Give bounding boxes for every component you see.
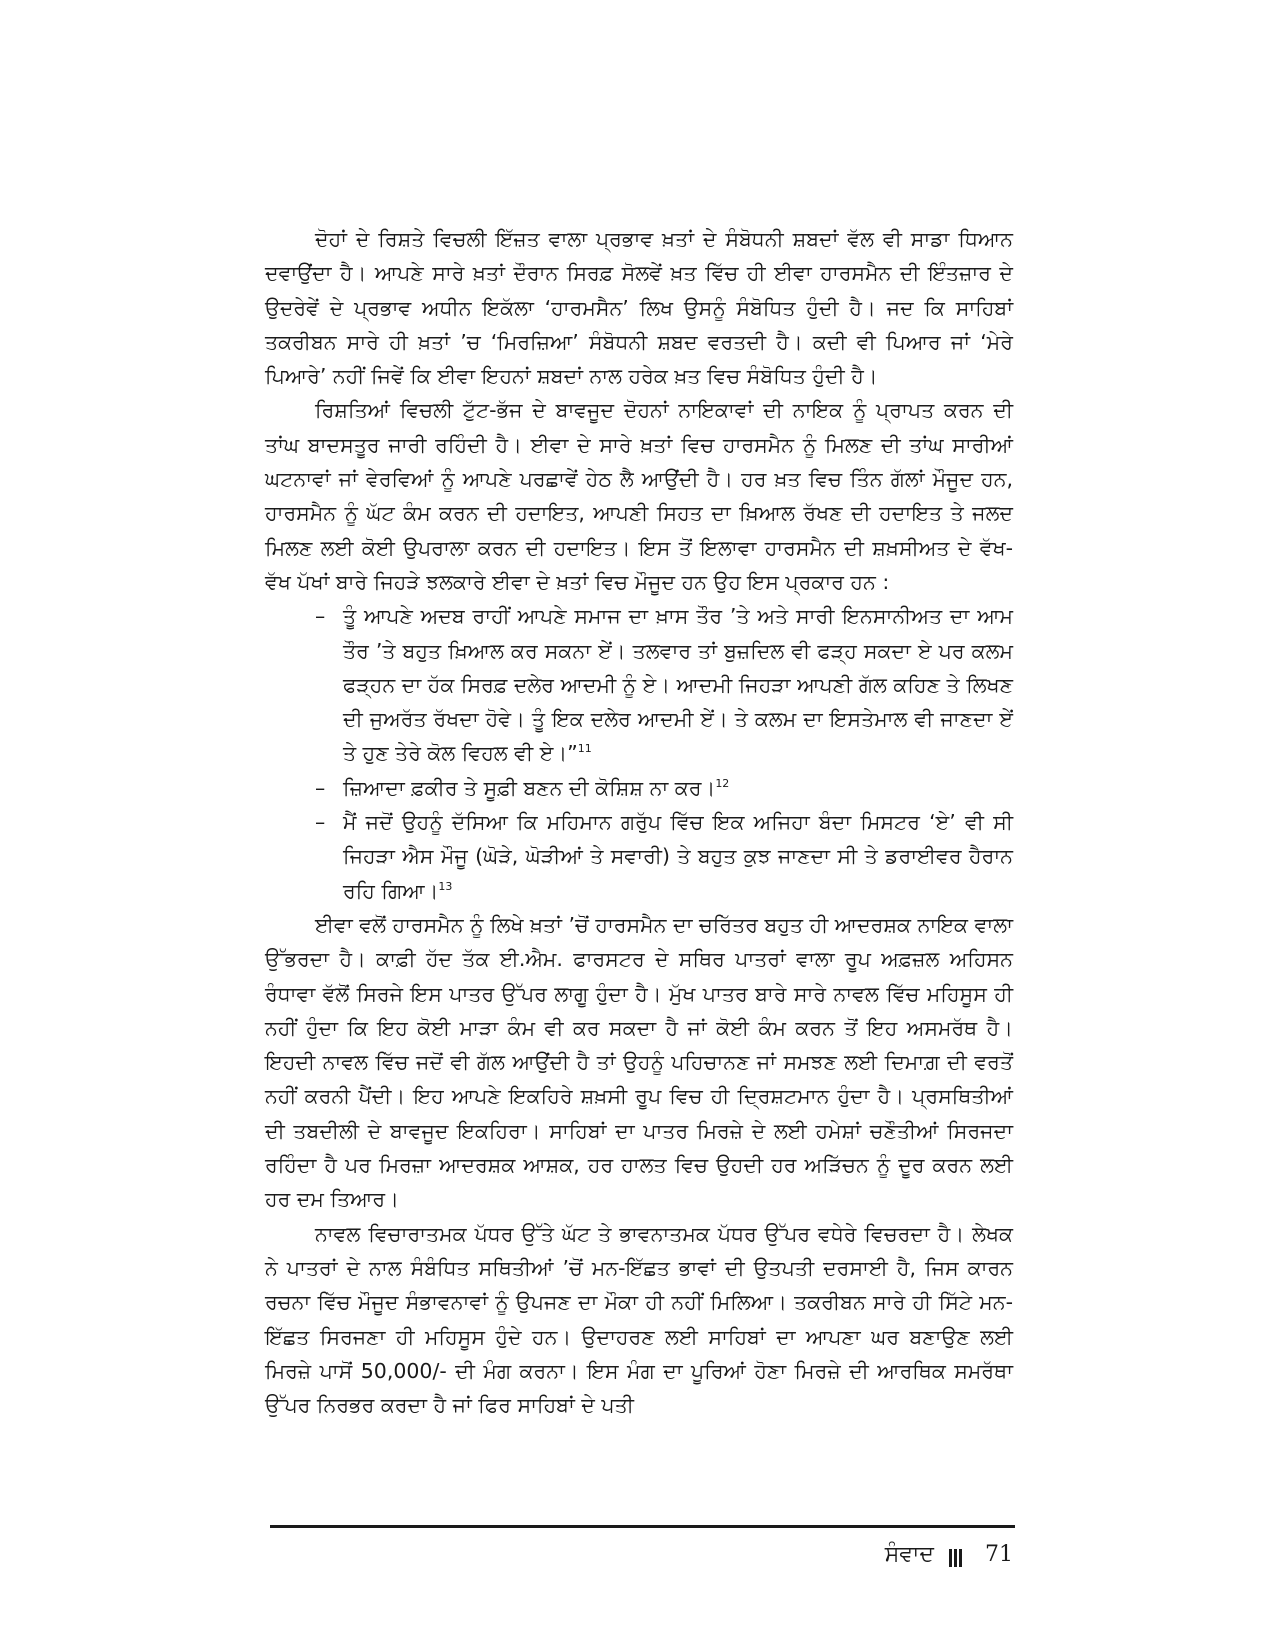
- page-number: 71: [985, 1542, 1013, 1567]
- list-item: [315, 771, 1013, 805]
- paragraph: ਈਵਾ ਵਲੋਂ ਹਾਰਸਮੈਨ ਨੂੰ ਲਿਖੇ ਖ਼ਤਾਂ ’ਚੋਂ ਹਾਰਸਮੈਨ ਦਾ ਚਰਿੱਤਰ ਬਹੁਤ ਹੀ ਆਦਰਸ਼ਕ ਨਾਇਕ ਵਾਲਾ ਉੱਭਰਦਾ ਹੈ। ਕਾਫ਼ੀ ਹੱਦ ਤੱਕ ਈ.ਐਮ. ਫਾਰਸਟਰ ਦੇ ਸਥਿਰ ਪਾਤਰਾਂ ਵਾਲਾ ਰੂਪ ਅਫ਼ਜ਼ਲ ਅਹਿਸਨ ਰੰਧਾਵਾ ਵੱਲੋਂ ਸਿਰਜੇ ਇਸ ਪਾਤਰ ਉੱਪਰ ਲਾਗੂ ਹੁੰਦਾ ਹੈ। ਮੁੱਖ ਪਾਤਰ ਬਾਰੇ ਸਾਰੇ ਨਾਵਲ ਵਿੱਚ ਮਹਿਸੂਸ ਹੀ ਨਹੀਂ ਹੁੰਦਾ ਕਿ ਇਹ ਕੋਈ ਮਾੜਾ ਕੰਮ ਵੀ ਕਰ ਸਕਦਾ ਹੈ ਜਾਂ ਕੋਈ ਕੰਮ ਕਰਨ ਤੋਂ ਇਹ ਅਸਮਰੱਥ ਹੈ। ਇਹਦੀ ਨਾਵਲ ਵਿੱਚ ਜਦੋਂ ਵੀ ਗੱਲ ਆਉਂਦੀ ਹੈ ਤਾਂ ਉਹਨੂੰ ਪਹਿਚਾਨਣ ਜਾਂ ਸਮਝਣ ਲਈ ਦਿਮਾਗ਼ ਦੀ ਵਰਤੋਂ ਨਹੀਂ ਕਰਨੀ ਪੈਂਦੀ। ਇਹ ਆਪਣੇ ਇਕਹਿਰੇ ਸ਼ਖ਼ਸੀ ਰੂਪ ਵਿਚ ਹੀ ਦ੍ਰਿਸ਼ਟਮਾਨ ਹੁੰਦਾ ਹੈ। ਪ੍ਰਸਥਿਤੀਆਂ ਦੀ ਤਬਦੀਲੀ ਦੇ ਬਾਵਜੂਦ ਇਕਹਿਰਾ। ਸਾਹਿਬਾਂ ਦਾ ਪਾਤਰ ਮਿਰਜ਼ੇ ਦੇ ਲਈ ਹਮੇਸ਼ਾਂ ਚਣੌਤੀਆਂ ਸਿਰਜਦਾ ਰਹਿੰਦਾ ਹੈ ਪਰ ਮਿਰਜ਼ਾ ਆਦਰਸ਼ਕ ਆਸ਼ਕ, ਹਰ ਹਾਲਤ ਵਿਚ ਉਹਦੀ ਹਰ ਅੜਿੱਚਨ ਨੂੰ ਦੂਰ ਕਰਨ ਲਈ ਹਰ ਦਮ ਤਿਆਰ।: [265, 912, 1013, 1212]
- dash-bullet: –: [315, 810, 326, 835]
- page-footer: [885, 1540, 1013, 1570]
- quote-text: ਮੈਂ ਜਦੋਂ ਉਹਨੂੰ ਦੱਸਿਆ ਕਿ ਮਹਿਮਾਨ ਗਰੁੱਪ ਵਿੱਚ ਇਕ ਅਜਿਹਾ ਬੰਦਾ ਮਿਸਟਰ ‘ਏ’ ਵੀ ਸੀ ਜਿਹੜਾ ਐਸ ਮੌਜੂ (ਘੋੜੇ, ਘੋੜੀਆਂ ਤੇ ਸਵਾਰੀ) ਤੇ ਬਹੁਤ ਕੁਝ ਜਾਣਦਾ ਸੀ ਤੇ ਡਰਾਈਵਰ ਹੈਰਾਨ ਰਹਿ ਗਿਆ।: [343, 810, 1013, 903]
- footnote-ref: 13: [438, 879, 453, 893]
- list-item: [315, 805, 1013, 908]
- quote-list: [265, 599, 1013, 908]
- footer-divider: [270, 1525, 1015, 1528]
- quote-text: ਤੂੰ ਆਪਣੇ ਅਦਬ ਰਾਹੀਂ ਆਪਣੇ ਸਮਾਜ ਦਾ ਖ਼ਾਸ ਤੌਰ ’ਤੇ ਅਤੇ ਸਾਰੀ ਇਨਸਾਨੀਅਤ ਦਾ ਆਮ ਤੌਰ ’ਤੇ ਬਹੁਤ ਖ਼ਿਆਲ ਕਰ ਸਕਨਾ ਏਂ। ਤਲਵਾਰ ਤਾਂ ਬੁਜ਼ਦਿਲ ਵੀ ਫੜ੍ਹ ਸਕਦਾ ਏ ਪਰ ਕਲਮ ਫੜ੍ਹਨ ਦਾ ਹੱਕ ਸਿਰਫ਼ ਦਲੇਰ ਆਦਮੀ ਨੂੰ ਏ। ਆਦਮੀ ਜਿਹੜਾ ਆਪਣੀ ਗੱਲ ਕਹਿਣ ਤੇ ਲਿਖਣ ਦੀ ਜੁਅਰੱਤ ਰੱਖਦਾ ਹੋਵੇ। ਤੂੰ ਇਕ ਦਲੇਰ ਆਦਮੀ ਏਂ। ਤੇ ਕਲਮ ਦਾ ਇਸਤੇਮਾਲ ਵੀ ਜਾਣਦਾ ਏਂ ਤੇ ਹੁਣ ਤੇਰੇ ਕੋਲ ਵਿਹਲ ਵੀ ਏ।”: [343, 604, 1013, 766]
- bars-ornament-icon: [949, 1546, 964, 1564]
- footnote-ref: 12: [715, 776, 730, 790]
- journal-name: ਸੰਵਾਦ: [884, 1542, 934, 1567]
- list-item: [315, 599, 1013, 770]
- paragraph: ਰਿਸ਼ਤਿਆਂ ਵਿਚਲੀ ਟੁੱਟ-ਭੱਜ ਦੇ ਬਾਵਜੂਦ ਦੋਹਨਾਂ ਨਾਇਕਾਵਾਂ ਦੀ ਨਾਇਕ ਨੂੰ ਪ੍ਰਾਪਤ ਕਰਨ ਦੀ ਤਾਂਘ ਬਾਦਸਤੂਰ ਜਾਰੀ ਰਹਿੰਦੀ ਹੈ। ਈਵਾ ਦੇ ਸਾਰੇ ਖ਼ਤਾਂ ਵਿਚ ਹਾਰਸਮੈਨ ਨੂੰ ਮਿਲਣ ਦੀ ਤਾਂਘ ਸਾਰੀਆਂ ਘਟਨਾਵਾਂ ਜਾਂ ਵੇਰਵਿਆਂ ਨੂੰ ਆਪਣੇ ਪਰਛਾਵੇਂ ਹੇਠ ਲੈ ਆਉਂਦੀ ਹੈ। ਹਰ ਖ਼ਤ ਵਿਚ ਤਿੰਨ ਗੱਲਾਂ ਮੌਜੂਦ ਹਨ, ਹਾਰਸਮੈਨ ਨੂੰ ਘੱਟ ਕੰਮ ਕਰਨ ਦੀ ਹਦਾਇਤ, ਆਪਣੀ ਸਿਹਤ ਦਾ ਖ਼ਿਆਲ ਰੱਖਣ ਦੀ ਹਦਾਇਤ ਤੇ ਜਲਦ ਮਿਲਣ ਲਈ ਕੋਈ ਉਪਰਾਲਾ ਕਰਨ ਦੀ ਹਦਾਇਤ। ਇਸ ਤੋਂ ਇਲਾਵਾ ਹਾਰਸਮੈਨ ਦੀ ਸ਼ਖ਼ਸੀਅਤ ਦੇ ਵੱਖ-ਵੱਖ ਪੱਖਾਂ ਬਾਰੇ ਜਿਹੜੇ ਝਲਕਾਰੇ ਈਵਾ ਦੇ ਖ਼ਤਾਂ ਵਿਚ ਮੌਜੂਦ ਹਨ ਉਹ ਇਸ ਪ੍ਰਕਾਰ ਹਨ :: [265, 398, 1013, 594]
- paragraph: ਨਾਵਲ ਵਿਚਾਰਾਤਮਕ ਪੱਧਰ ਉੱਤੇ ਘੱਟ ਤੇ ਭਾਵਨਾਤਮਕ ਪੱਧਰ ਉੱਪਰ ਵਧੇਰੇ ਵਿਚਰਦਾ ਹੈ। ਲੇਖਕ ਨੇ ਪਾਤਰਾਂ ਦੇ ਨਾਲ ਸੰਬੰਧਿਤ ਸਥਿਤੀਆਂ ’ਚੋਂ ਮਨ-ਇੱਛਤ ਭਾਵਾਂ ਦੀ ਉਤਪਤੀ ਦਰਸਾਈ ਹੈ, ਜਿਸ ਕਾਰਨ ਰਚਨਾ ਵਿੱਚ ਮੌਜੂਦ ਸੰਭਾਵਨਾਵਾਂ ਨੂੰ ਉਪਜਣ ਦਾ ਮੌਕਾ ਹੀ ਨਹੀਂ ਮਿਲਿਆ। ਤਕਰੀਬਨ ਸਾਰੇ ਹੀ ਸਿੱਟੇ ਮਨ-ਇੱਛਤ ਸਿਰਜਣਾ ਹੀ ਮਹਿਸੂਸ ਹੁੰਦੇ ਹਨ। ਉਦਾਹਰਣ ਲਈ ਸਾਹਿਬਾਂ ਦਾ ਆਪਣਾ ਘਰ ਬਣਾਉਣ ਲਈ ਮਿਰਜ਼ੇ ਪਾਸੋਂ 50,000/- ਦੀ ਮੰਗ ਕਰਨਾ। ਇਸ ਮੰਗ ਦਾ ਪੂਰਿਆਂ ਹੋਣਾ ਮਿਰਜ਼ੇ ਦੀ ਆਰਥਿਕ ਸਮਰੱਥਾ ਉੱਪਰ ਨਿਰਭਰ ਕਰਦਾ ਹੈ ਜਾਂ ਫਿਰ ਸਾਹਿਬਾਂ ਦੇ ਪਤੀ: [265, 1221, 1013, 1418]
- paragraph: ਦੋਹਾਂ ਦੇ ਰਿਸ਼ਤੇ ਵਿਚਲੀ ਇੱਜ਼ਤ ਵਾਲਾ ਪ੍ਰਭਾਵ ਖ਼ਤਾਂ ਦੇ ਸੰਬੋਧਨੀ ਸ਼ਬਦਾਂ ਵੱਲ ਵੀ ਸਾਡਾ ਧਿਆਨ ਦਵਾਉਂਦਾ ਹੈ। ਆਪਣੇ ਸਾਰੇ ਖ਼ਤਾਂ ਦੌਰਾਨ ਸਿਰਫ਼ ਸੋਲਵੇਂ ਖ਼ਤ ਵਿੱਚ ਹੀ ਈਵਾ ਹਾਰਸਮੈਨ ਦੀ ਇੰਤਜ਼ਾਰ ਦੇ ਉਦਰੇਵੇਂ ਦੇ ਪ੍ਰਭਾਵ ਅਧੀਨ ਇਕੱਲਾ ‘ਹਾਰਮਸੈਨ’ ਲਿਖ ਉਸਨੂੰ ਸੰਬੋਧਿਤ ਹੁੰਦੀ ਹੈ। ਜਦ ਕਿ ਸਾਹਿਬਾਂ ਤਕਰੀਬਨ ਸਾਰੇ ਹੀ ਖ਼ਤਾਂ ’ਚ ‘ਮਿਰਜ਼ਿਆ’ ਸੰਬੋਧਨੀ ਸ਼ਬਦ ਵਰਤਦੀ ਹੈ। ਕਦੀ ਵੀ ਪਿਆਰ ਜਾਂ ‘ਮੇਰੇ ਪਿਆਰੇ’ ਨਹੀਂ ਜਿਵੇਂ ਕਿ ਈਵਾ ਇਹਨਾਂ ਸ਼ਬਦਾਂ ਨਾਲ ਹਰੇਕ ਖ਼ਤ ਵਿਚ ਸੰਬੋਧਿਤ ਹੁੰਦੀ ਹੈ।: [265, 227, 1013, 389]
- quote-text: ਜ਼ਿਆਦਾ ਫ਼ਕੀਰ ਤੇ ਸੂਫ਼ੀ ਬਣਨ ਦੀ ਕੋਸ਼ਿਸ਼ ਨਾ ਕਰ।: [343, 775, 716, 800]
- footnote-ref: 11: [577, 742, 592, 756]
- dash-bullet: –: [315, 775, 326, 800]
- dash-bullet: –: [315, 604, 326, 629]
- article-body: [265, 222, 1013, 1422]
